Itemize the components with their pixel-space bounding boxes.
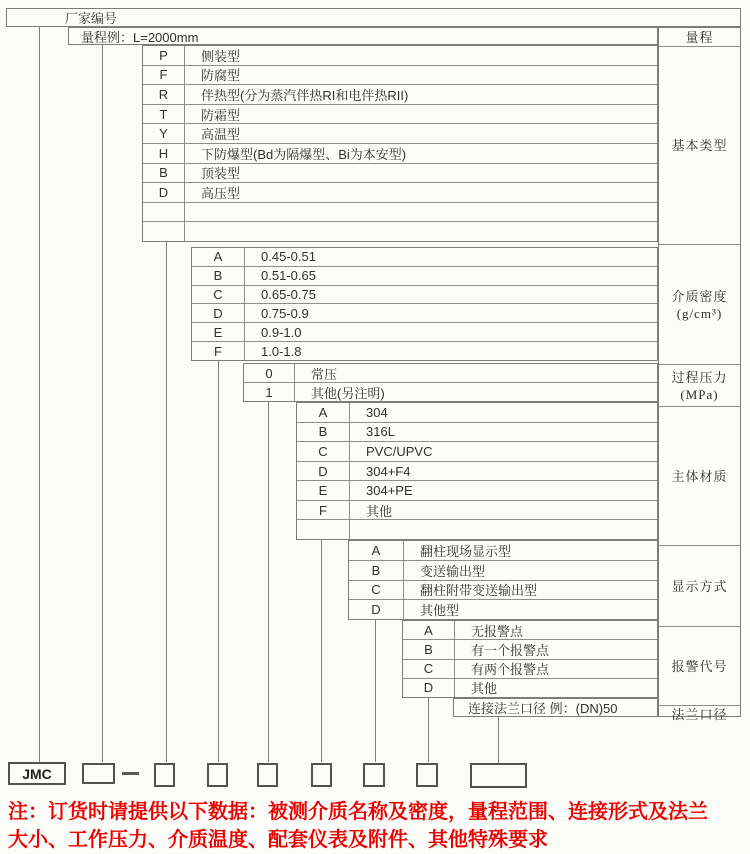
option-code: 1 — [244, 383, 295, 401]
option-desc: 防腐型 — [201, 68, 241, 84]
table-row — [349, 600, 657, 619]
table-row — [297, 520, 657, 539]
label-pressure — [659, 365, 740, 407]
option-code — [143, 222, 185, 241]
option-code: P — [143, 46, 185, 65]
label-material-text: 主体材质 — [671, 468, 728, 484]
table-row — [192, 248, 657, 267]
option-code: D — [297, 462, 350, 481]
connector-material — [321, 540, 322, 762]
model-prefix-text: JMC — [22, 765, 52, 782]
code-box-pressure — [257, 763, 278, 787]
label-alarm — [659, 627, 740, 706]
flange-size-text: 连接法兰口径 例：(DN)50 — [468, 701, 618, 716]
option-code: 0 — [244, 364, 295, 382]
option-code: A — [403, 621, 455, 639]
label-density-text: 介质密度 — [671, 288, 728, 304]
table-row — [192, 304, 657, 323]
category-label-column — [658, 27, 741, 722]
connector-range — [102, 45, 103, 762]
label-flange — [659, 706, 740, 723]
option-code: C — [192, 286, 245, 304]
label-basic-type-text: 基本类型 — [671, 138, 728, 153]
option-code: B — [349, 561, 404, 580]
table-row — [244, 364, 657, 383]
label-alarm-text: 报警代号 — [671, 658, 728, 674]
table-row — [143, 222, 657, 241]
option-code: A — [297, 403, 350, 422]
option-desc: 0.75-0.9 — [261, 305, 309, 321]
table-row — [349, 581, 657, 601]
connector-flange — [498, 717, 499, 763]
table-row — [143, 105, 657, 125]
table-row — [143, 183, 657, 203]
connector-density — [218, 361, 219, 762]
ordering-note-line2: 大小、工作压力、介质温度、配套仪表及附件、其他特殊要求 — [8, 829, 548, 851]
option-code — [297, 520, 350, 539]
connector-manufacturer — [39, 27, 40, 762]
option-desc: 顶装型 — [201, 166, 241, 182]
option-code: F — [297, 501, 350, 520]
table-row — [297, 403, 657, 423]
option-code: F — [143, 66, 185, 85]
alarm-code-table — [402, 620, 658, 698]
range-example-text: 量程例：L=2000mm — [81, 29, 199, 45]
option-code: C — [297, 442, 350, 461]
option-desc: 其他型 — [420, 603, 460, 619]
table-row — [349, 541, 657, 561]
table-row — [297, 423, 657, 443]
option-code: C — [349, 581, 404, 600]
option-code: H — [143, 144, 185, 163]
display-mode-table — [348, 540, 658, 620]
option-desc: 高压型 — [201, 185, 241, 201]
density-table — [191, 247, 658, 361]
option-code: D — [143, 183, 185, 202]
table-row — [143, 124, 657, 144]
table-row — [403, 679, 657, 697]
pressure-table — [243, 363, 658, 402]
option-code: B — [192, 267, 245, 285]
option-desc: 有一个报警点 — [471, 642, 550, 658]
option-desc: 0.45-0.51 — [261, 249, 316, 265]
option-desc — [185, 203, 657, 222]
option-code: A — [192, 248, 245, 266]
label-range — [659, 28, 740, 47]
table-row — [297, 442, 657, 462]
option-desc: 0.65-0.75 — [261, 287, 316, 303]
table-row — [192, 286, 657, 305]
table-row — [297, 501, 657, 521]
table-row — [143, 46, 657, 66]
option-desc: 高温型 — [201, 127, 241, 143]
label-material — [659, 407, 740, 546]
option-code: Y — [143, 124, 185, 143]
option-desc: 0.9-1.0 — [261, 324, 302, 340]
ordering-note — [8, 798, 748, 854]
label-basic-type — [659, 47, 740, 245]
code-box-display — [363, 763, 385, 787]
option-code: B — [297, 423, 350, 442]
option-code: C — [403, 660, 455, 678]
material-table — [296, 402, 658, 540]
table-row — [403, 621, 657, 640]
table-row — [297, 462, 657, 482]
option-desc: 304 — [366, 404, 388, 420]
connector-pressure — [268, 402, 269, 762]
connector-alarm — [428, 698, 429, 762]
manufacturer-number-row — [6, 8, 741, 27]
table-row — [349, 561, 657, 581]
model-prefix-box — [8, 762, 66, 785]
option-desc: 其他 — [471, 681, 498, 697]
option-code: B — [403, 640, 455, 658]
option-desc: PVC/UPVC — [366, 443, 433, 459]
connector-display — [375, 620, 376, 762]
option-desc: 常压 — [311, 366, 338, 382]
option-desc: 下防爆型(Bd为隔爆型、Bi为本安型) — [201, 146, 407, 162]
table-row — [403, 640, 657, 659]
option-desc: 侧装型 — [201, 48, 241, 64]
table-row — [143, 85, 657, 105]
option-code: F — [192, 342, 245, 360]
option-code: D — [349, 600, 404, 619]
option-desc: 翻柱附带变送输出型 — [420, 583, 538, 599]
option-code: A — [349, 541, 404, 560]
option-desc: 其他(另注明) — [311, 385, 385, 401]
code-box-alarm — [416, 763, 438, 787]
code-dash — [122, 772, 139, 775]
table-row — [143, 203, 657, 223]
label-pressure-unit: (MPa) — [680, 386, 719, 402]
table-row — [297, 481, 657, 501]
flange-size-row — [453, 698, 658, 717]
table-row — [143, 66, 657, 86]
code-box-flange — [470, 763, 527, 788]
range-example-row — [68, 27, 658, 45]
table-row — [244, 383, 657, 401]
option-desc: 316L — [366, 424, 395, 440]
option-desc: 304+PE — [366, 483, 413, 499]
code-box-range — [82, 763, 115, 784]
table-row — [143, 164, 657, 184]
option-code: E — [192, 323, 245, 341]
option-code: D — [403, 679, 455, 697]
label-range-text: 量程 — [685, 29, 714, 45]
code-box-material — [311, 763, 332, 787]
option-desc — [185, 222, 657, 241]
label-density-unit: (g/cm³) — [676, 305, 723, 321]
option-desc: 伴热型(分为蒸汽伴热RI和电伴热RII) — [201, 87, 409, 103]
option-desc — [350, 520, 657, 539]
option-code: R — [143, 85, 185, 104]
option-code — [143, 203, 185, 222]
option-code: T — [143, 105, 185, 124]
option-desc: 无报警点 — [471, 623, 524, 639]
option-desc: 变送输出型 — [420, 563, 486, 579]
option-code: D — [192, 304, 245, 322]
connector-basic-type — [166, 242, 167, 762]
manufacturer-number-label: 厂家编号 — [65, 11, 118, 26]
option-code: E — [297, 481, 350, 500]
ordering-note-line1: 注：订货时请提供以下数据：被测介质名称及密度，量程范围、连接形式及法兰 — [8, 801, 708, 823]
option-desc: 翻柱现场显示型 — [420, 543, 512, 559]
label-display — [659, 546, 740, 627]
label-display-text: 显示方式 — [671, 578, 728, 594]
label-flange-text: 法兰口径 — [671, 707, 728, 722]
table-row — [403, 660, 657, 679]
option-desc: 其他 — [366, 503, 393, 519]
option-desc: 1.0-1.8 — [261, 343, 302, 359]
option-desc: 有两个报警点 — [471, 662, 550, 678]
code-box-density — [207, 763, 228, 787]
option-desc: 304+F4 — [366, 463, 411, 479]
option-desc: 0.51-0.65 — [261, 268, 316, 284]
code-box-basic-type — [154, 763, 175, 787]
table-row — [192, 342, 657, 360]
table-row — [143, 144, 657, 164]
basic-type-table — [142, 45, 658, 242]
table-row — [192, 323, 657, 342]
label-pressure-text: 过程压力 — [671, 369, 728, 385]
option-desc: 防霜型 — [201, 107, 241, 123]
table-row — [192, 267, 657, 286]
label-density — [659, 245, 740, 365]
option-code: B — [143, 164, 185, 183]
